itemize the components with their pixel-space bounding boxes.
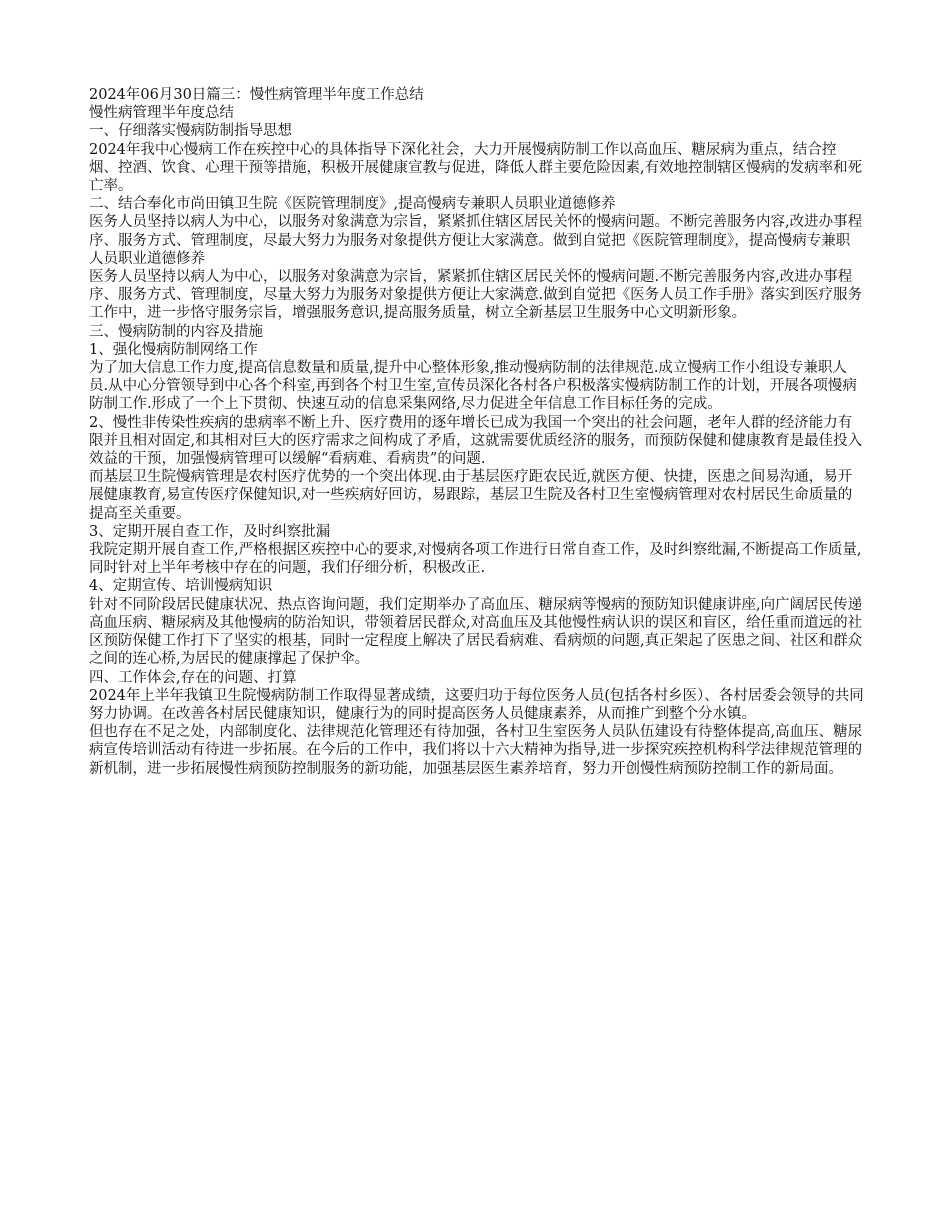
paragraph: 但也存在不足之处，内部制度化、法律规范化管理还有待加强，各村卫生室医务人员队伍建设有待整体提高,高血压、糖尿病宣传培训活动有待进一步拓展。在今后的工作中，我们将以十六大精神为指导,进一步探究疾控机构科学法律规范管理的新机制，进一步拓展慢性病预防控制服务的新功能，加强基层医生素养培育，努力开创慢性病预防控制工作的新局面。 (89, 724, 863, 777)
document-heading-date-title: 2024年06月30日篇三：慢性病管理半年度工作总结 (89, 87, 424, 103)
section-heading-2: 二、结合奉化市尚田镇卫生院《医院管理制度》,提高慢病专兼职人员职业道德修养 (89, 196, 616, 213)
paragraph: 2024年我中心慢病工作在疾控中心的具体指导下深化社会，大力开展慢病防制工作以高血压、糖尿病为重点，结合控烟、控酒、饮食、心理干预等措施，积极开展健康宣教与促进，降低人群主要危险因素,有效地控制辖区慢病的发病率和死亡率。 (89, 141, 863, 195)
paragraph: 而基层卫生院慢病管理是农村医疗优势的一个突出体现.由于基层医疗距农民近,就医方便、快捷，医患之间易沟通，易开展健康教育,易宣传医疗保健知识,对一些疾病好回访，易跟踪，基层卫生院及各村卫生室慢病管理对农村居民生命质量的提高至关重要。 (89, 469, 853, 522)
subsection-heading-1: 1、强化慢病防制网络工作 (89, 341, 258, 358)
subsection-heading-3: 3、定期开展自查工作，及时纠察批漏 (89, 523, 331, 540)
paragraph: 我院定期开展自查工作,严格根据区疾控中心的要求,对慢病各项工作进行日常自查工作，及时纠察纰漏,不断提高工作质量,同时针对上半年考核中存在的问题，我们仔细分析，积极改正. (89, 542, 862, 577)
paragraph: 医务人员坚持以病人为中心，以服务对象满意为宗旨，紧紧抓住辖区居民关怀的慢病问题.不断完善服务内容,改进办事程序、服务方式、管理制度，尽量大努力为服务对象提供方便让大家满意.做到自觉把《医务人员工作手册》落实到医疗服务工作中，进一步恪守服务宗旨，增强服务意识,提高服务质量，树立全新基层卫生服务中心文明新形象。 (89, 269, 863, 322)
subsection-heading-4: 4、定期宣传、培训慢病知识 (89, 578, 273, 595)
section-heading-3: 三、慢病防制的内容及措施 (89, 323, 263, 340)
section-heading-4: 四、工作体会,存在的问题、打算 (89, 669, 297, 686)
paragraph: 2、慢性非传染性疾病的患病率不断上升、医疗费用的逐年增长已成为我国一个突出的社会问题，老年人群的经济能力有限并且相对固定,和其相对巨大的医疗需求之间构成了矛盾，这就需要优质经济的服务，而预防保健和健康教育是最佳投入效益的干预，加强慢病管理可以缓解“看病难、看病贵”的问题. (89, 414, 863, 468)
paragraph: 为了加大信息工作力度,提高信息数量和质量,提升中心整体形象,推动慢病防制的法律规范.成立慢病工作小组设专兼职人员.从中心分管领导到中心各个科室,再到各个村卫生室,宣传员深化各村各户积极落实慢病防制工作的计划，开展各项慢病防制工作.形成了一个上下贯彻、快速互动的信息采集网络,尽力促进全年信息工作目标任务的完成。 (89, 360, 857, 413)
document-body (89, 86, 864, 778)
paragraph: 针对不同阶段居民健康状况、热点咨询问题，我们定期举办了高血压、糖尿病等慢病的预防知识健康讲座,向广阔居民传递高血压病、糖尿病及其他慢病的防治知识，带领着居民群众,对高血压及其他慢性病认识的误区和盲区，给任重而道远的社区预防保健工作打下了坚实的根基，同时一定程度上解决了居民看病难、看病烦的问题,真正架起了医患之间、社区和群众之间的连心桥,为居民的健康撑起了保护伞。 (89, 596, 863, 668)
paragraph: 2024年上半年我镇卫生院慢病防制工作取得显著成绩，这要归功于每位医务人员(包括各村乡医）、各村居委会领导的共同努力协调。在改善各村居民健康知识，健康行为的同时提高医务人员健康素养，从而推广到整个分水镇。 (89, 687, 864, 722)
section-heading-1: 一、仔细落实慢病防制指导思想 (89, 123, 292, 140)
paragraph: 医务人员坚持以病人为中心，以服务对象满意为宗旨，紧紧抓住辖区居民关怀的慢病问题。不断完善服务内容,改进办事程序、服务方式、管理制度，尽最大努力为服务对象提供方便让大家满意。做到自觉把《医院管理制度》，提高慢病专兼职人员职业道德修养 (89, 214, 863, 267)
document-subtitle: 慢性病管理半年度总结 (89, 105, 234, 122)
